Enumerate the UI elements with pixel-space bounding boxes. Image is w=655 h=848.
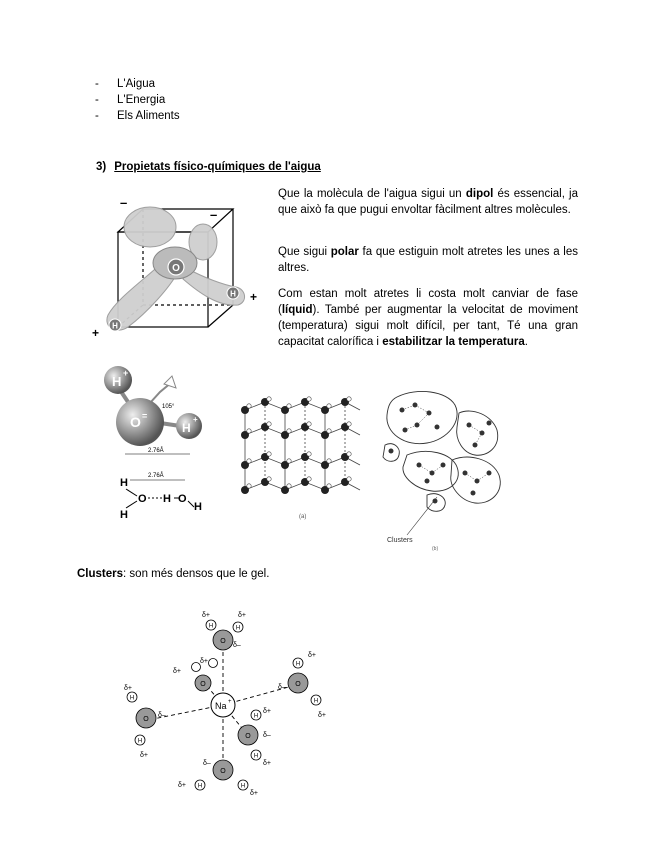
svg-text:H: H bbox=[163, 493, 171, 505]
svg-text:δ–: δ– bbox=[263, 732, 271, 739]
oxygen-label: O bbox=[245, 733, 251, 740]
hydrogen-label: H bbox=[313, 698, 319, 705]
oxygen-label: O bbox=[130, 414, 141, 430]
distance-label: 2.76Å bbox=[148, 473, 164, 479]
svg-text:δ+: δ+ bbox=[238, 612, 246, 619]
section-number: 3) bbox=[96, 161, 107, 173]
paragraph-polar: Que sigui polar fa que estiguin molt atretes les unes a les altres. bbox=[278, 246, 578, 274]
svg-text:δ+: δ+ bbox=[200, 658, 208, 665]
svg-text:δ+: δ+ bbox=[124, 685, 132, 692]
oxygen-label: O bbox=[295, 681, 301, 688]
hydrogen-label: H bbox=[112, 374, 122, 389]
svg-text:=: = bbox=[142, 411, 148, 421]
topic-label: L'Energia bbox=[117, 94, 166, 106]
hydrogen-label: H bbox=[235, 625, 241, 632]
svg-text:δ+: δ+ bbox=[173, 668, 181, 675]
hydrogen-label: H bbox=[295, 661, 301, 668]
oxygen-label: O bbox=[143, 716, 149, 723]
oxygen-label: O bbox=[200, 681, 206, 688]
topic-label: L'Aigua bbox=[117, 78, 156, 90]
plus-charge-label: + bbox=[92, 326, 100, 340]
svg-text:H: H bbox=[120, 477, 128, 489]
water-clusters-figure bbox=[377, 385, 507, 553]
hydrogen-label: H bbox=[112, 321, 118, 331]
ice-lattice-figure bbox=[235, 390, 365, 525]
hydrogen-label: H bbox=[197, 783, 203, 790]
svg-text:δ+: δ+ bbox=[178, 782, 186, 789]
water-molecule-cube-figure bbox=[78, 187, 268, 342]
oxygen-label: O bbox=[220, 638, 226, 645]
sodium-label: Na bbox=[215, 701, 227, 711]
figure-caption: (b) bbox=[432, 546, 439, 552]
hydrogen-label: H bbox=[230, 289, 236, 299]
minus-charge-label: – bbox=[210, 207, 218, 222]
svg-text:O: O bbox=[138, 493, 147, 505]
hydrogen-label: H bbox=[129, 695, 135, 702]
figure-caption: (a) bbox=[299, 514, 307, 520]
svg-text:δ+: δ+ bbox=[263, 708, 271, 715]
plus-charge-label: + bbox=[250, 290, 258, 304]
oxygen-label: O bbox=[220, 768, 226, 775]
distance-label: 2.76Å bbox=[148, 448, 164, 454]
hydrogen-label: H bbox=[208, 623, 214, 630]
svg-text:H: H bbox=[120, 509, 128, 521]
hydrogen-label: H bbox=[182, 421, 191, 435]
clusters-label: Clusters bbox=[387, 537, 413, 544]
svg-text:H: H bbox=[194, 501, 202, 513]
clusters-caption: Clusters: son més densos que le gel. bbox=[77, 568, 270, 580]
svg-text:δ+: δ+ bbox=[308, 652, 316, 659]
oxygen-label: O bbox=[172, 263, 180, 274]
section-heading bbox=[96, 161, 321, 173]
angle-label: 105° bbox=[162, 404, 175, 410]
sodium-hydration-figure bbox=[118, 605, 343, 805]
svg-text:δ–: δ– bbox=[278, 684, 286, 691]
svg-text:O: O bbox=[178, 493, 187, 505]
water-dipole-figure bbox=[90, 362, 225, 522]
svg-text:δ–: δ– bbox=[158, 712, 166, 719]
section-title: Propietats físico-químiques de l'aigua bbox=[114, 161, 321, 173]
svg-text:δ+: δ+ bbox=[202, 612, 210, 619]
svg-text:+: + bbox=[123, 368, 129, 378]
list-item: - Els Aliments bbox=[95, 110, 180, 122]
list-item: - L'Aigua bbox=[95, 78, 156, 90]
hydrogen-label: H bbox=[253, 713, 259, 720]
svg-text:δ+: δ+ bbox=[263, 760, 271, 767]
svg-text:δ+: δ+ bbox=[318, 712, 326, 719]
list-item: - L'Energia bbox=[95, 94, 166, 106]
svg-text:+: + bbox=[228, 699, 232, 705]
hydrogen-label: H bbox=[240, 783, 246, 790]
paragraph-dipol: Que la molècula de l'aigua sigui un dipol és essencial, ja que això fa que pugui envoltar fàcilment altres molècules. bbox=[278, 188, 578, 216]
svg-text:+: + bbox=[193, 415, 198, 424]
hydrogen-label: H bbox=[137, 738, 143, 745]
topic-list bbox=[95, 76, 180, 124]
svg-text:δ+: δ+ bbox=[250, 790, 258, 797]
minus-charge-label: – bbox=[120, 195, 128, 210]
svg-text:δ–: δ– bbox=[233, 642, 241, 649]
hydrogen-label: H bbox=[253, 753, 259, 760]
svg-text:δ+: δ+ bbox=[140, 752, 148, 759]
paragraph-fase: Com estan molt atretes li costa molt canviar de fase (líquid). També per augmentar la velocitat de moviment (temperatura) sigui molt difícil, per tant, Té una gran capacitat calorífica i estabilitzar la temperatura. bbox=[278, 288, 578, 348]
svg-text:δ–: δ– bbox=[203, 760, 211, 767]
topic-label: Els Aliments bbox=[117, 110, 180, 122]
